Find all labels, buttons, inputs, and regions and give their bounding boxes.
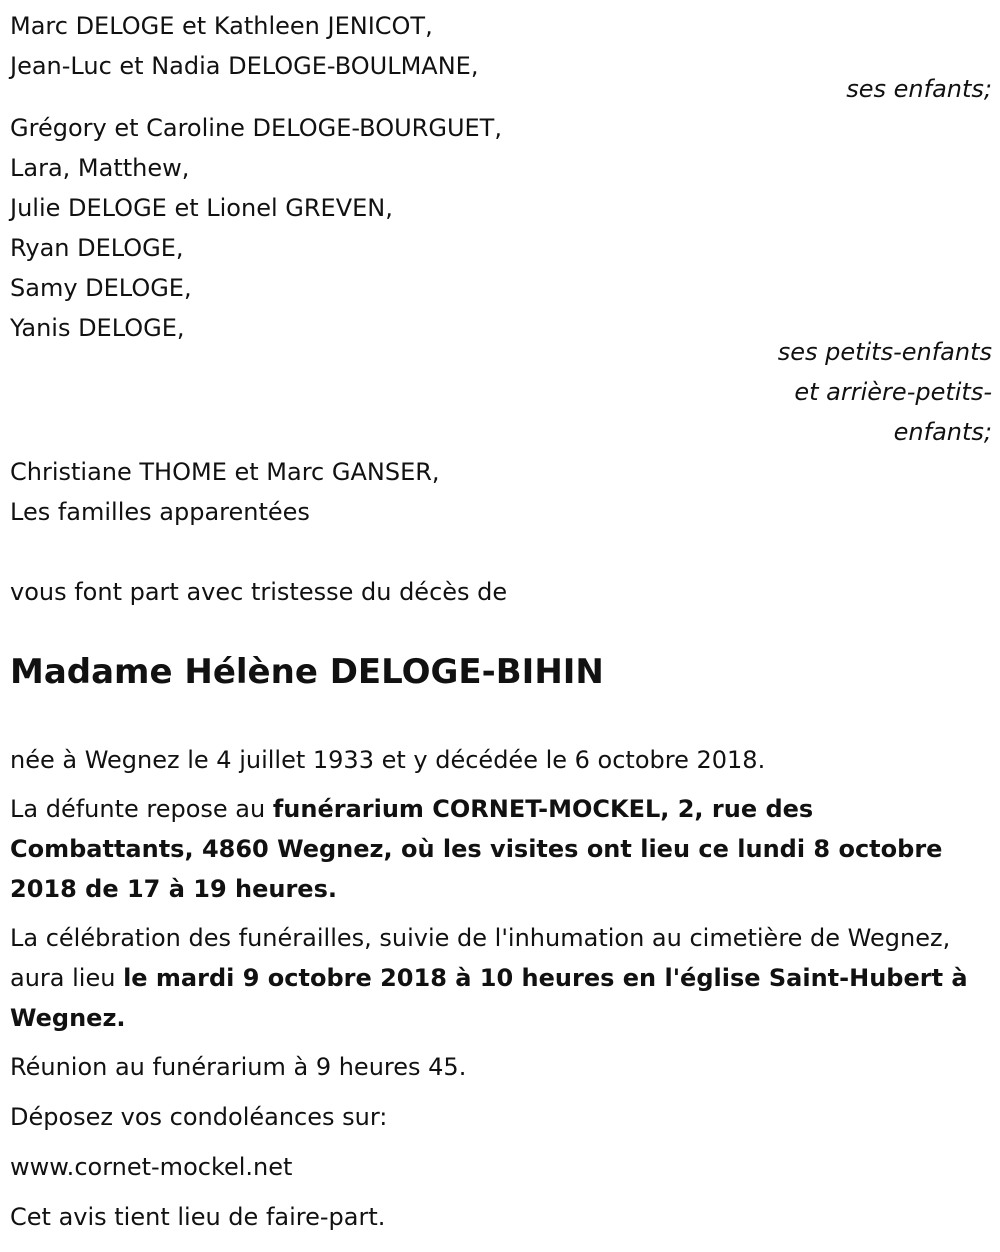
birth-death-text: née à Wegnez le 4 juillet 1933 et y décédée le 6 octobre 2018. (10, 746, 766, 774)
others-line-2: Les familles apparentées (10, 498, 310, 526)
grandchildren-line-4: Ryan DELOGE, (10, 234, 184, 262)
grandchildren-label-3: enfants; (893, 418, 992, 446)
announcement-text: vous font part avec tristesse du décès de (10, 578, 508, 606)
grandchildren-line-3: Julie DELOGE et Lionel GREVEN, (10, 194, 393, 222)
grandchildren-line-2: Lara, Matthew, (10, 154, 190, 182)
others-line-1: Christiane THOME et Marc GANSER, (10, 458, 440, 486)
website-link[interactable]: www.cornet-mockel.net (10, 1153, 293, 1181)
grandchildren-label-2: et arrière-petits- (794, 378, 992, 406)
funeral-prefix: La célébration des funérailles, suivie de l'inhumation au cimetière de Wegnez, aura lieu (10, 924, 951, 992)
children-line-1: Marc DELOGE et Kathleen JENICOT, (10, 12, 433, 40)
rest-paragraph (10, 789, 992, 909)
grandchildren-line-1: Grégory et Caroline DELOGE-BOURGUET, (10, 114, 502, 142)
rest-prefix: La défunte repose au (10, 795, 273, 823)
grandchildren-line-6: Yanis DELOGE, (10, 314, 185, 342)
funeral-paragraph (10, 918, 992, 1038)
grandchildren-label-1: ses petits-enfants (777, 338, 992, 366)
funeral-details: le mardi 9 octobre 2018 à 10 heures en l'église Saint-Hubert à Wegnez. (10, 964, 968, 1032)
children-label: ses enfants; (846, 75, 992, 103)
children-line-2: Jean-Luc et Nadia DELOGE-BOULMANE, (10, 52, 479, 80)
condolences-label: Déposez vos condoléances sur: (10, 1103, 388, 1131)
deceased-name: Madame Hélène DELOGE-BIHIN (10, 652, 604, 692)
grandchildren-line-5: Samy DELOGE, (10, 274, 192, 302)
notice-text: Cet avis tient lieu de faire-part. (10, 1203, 386, 1231)
meeting-text: Réunion au funérarium à 9 heures 45. (10, 1053, 467, 1081)
rest-details: funérarium CORNET-MOCKEL, 2, rue des Combattants, 4860 Wegnez, où les visites ont lieu ce lundi 8 octobre 2018 de 17 à 19 heures. (10, 795, 943, 903)
